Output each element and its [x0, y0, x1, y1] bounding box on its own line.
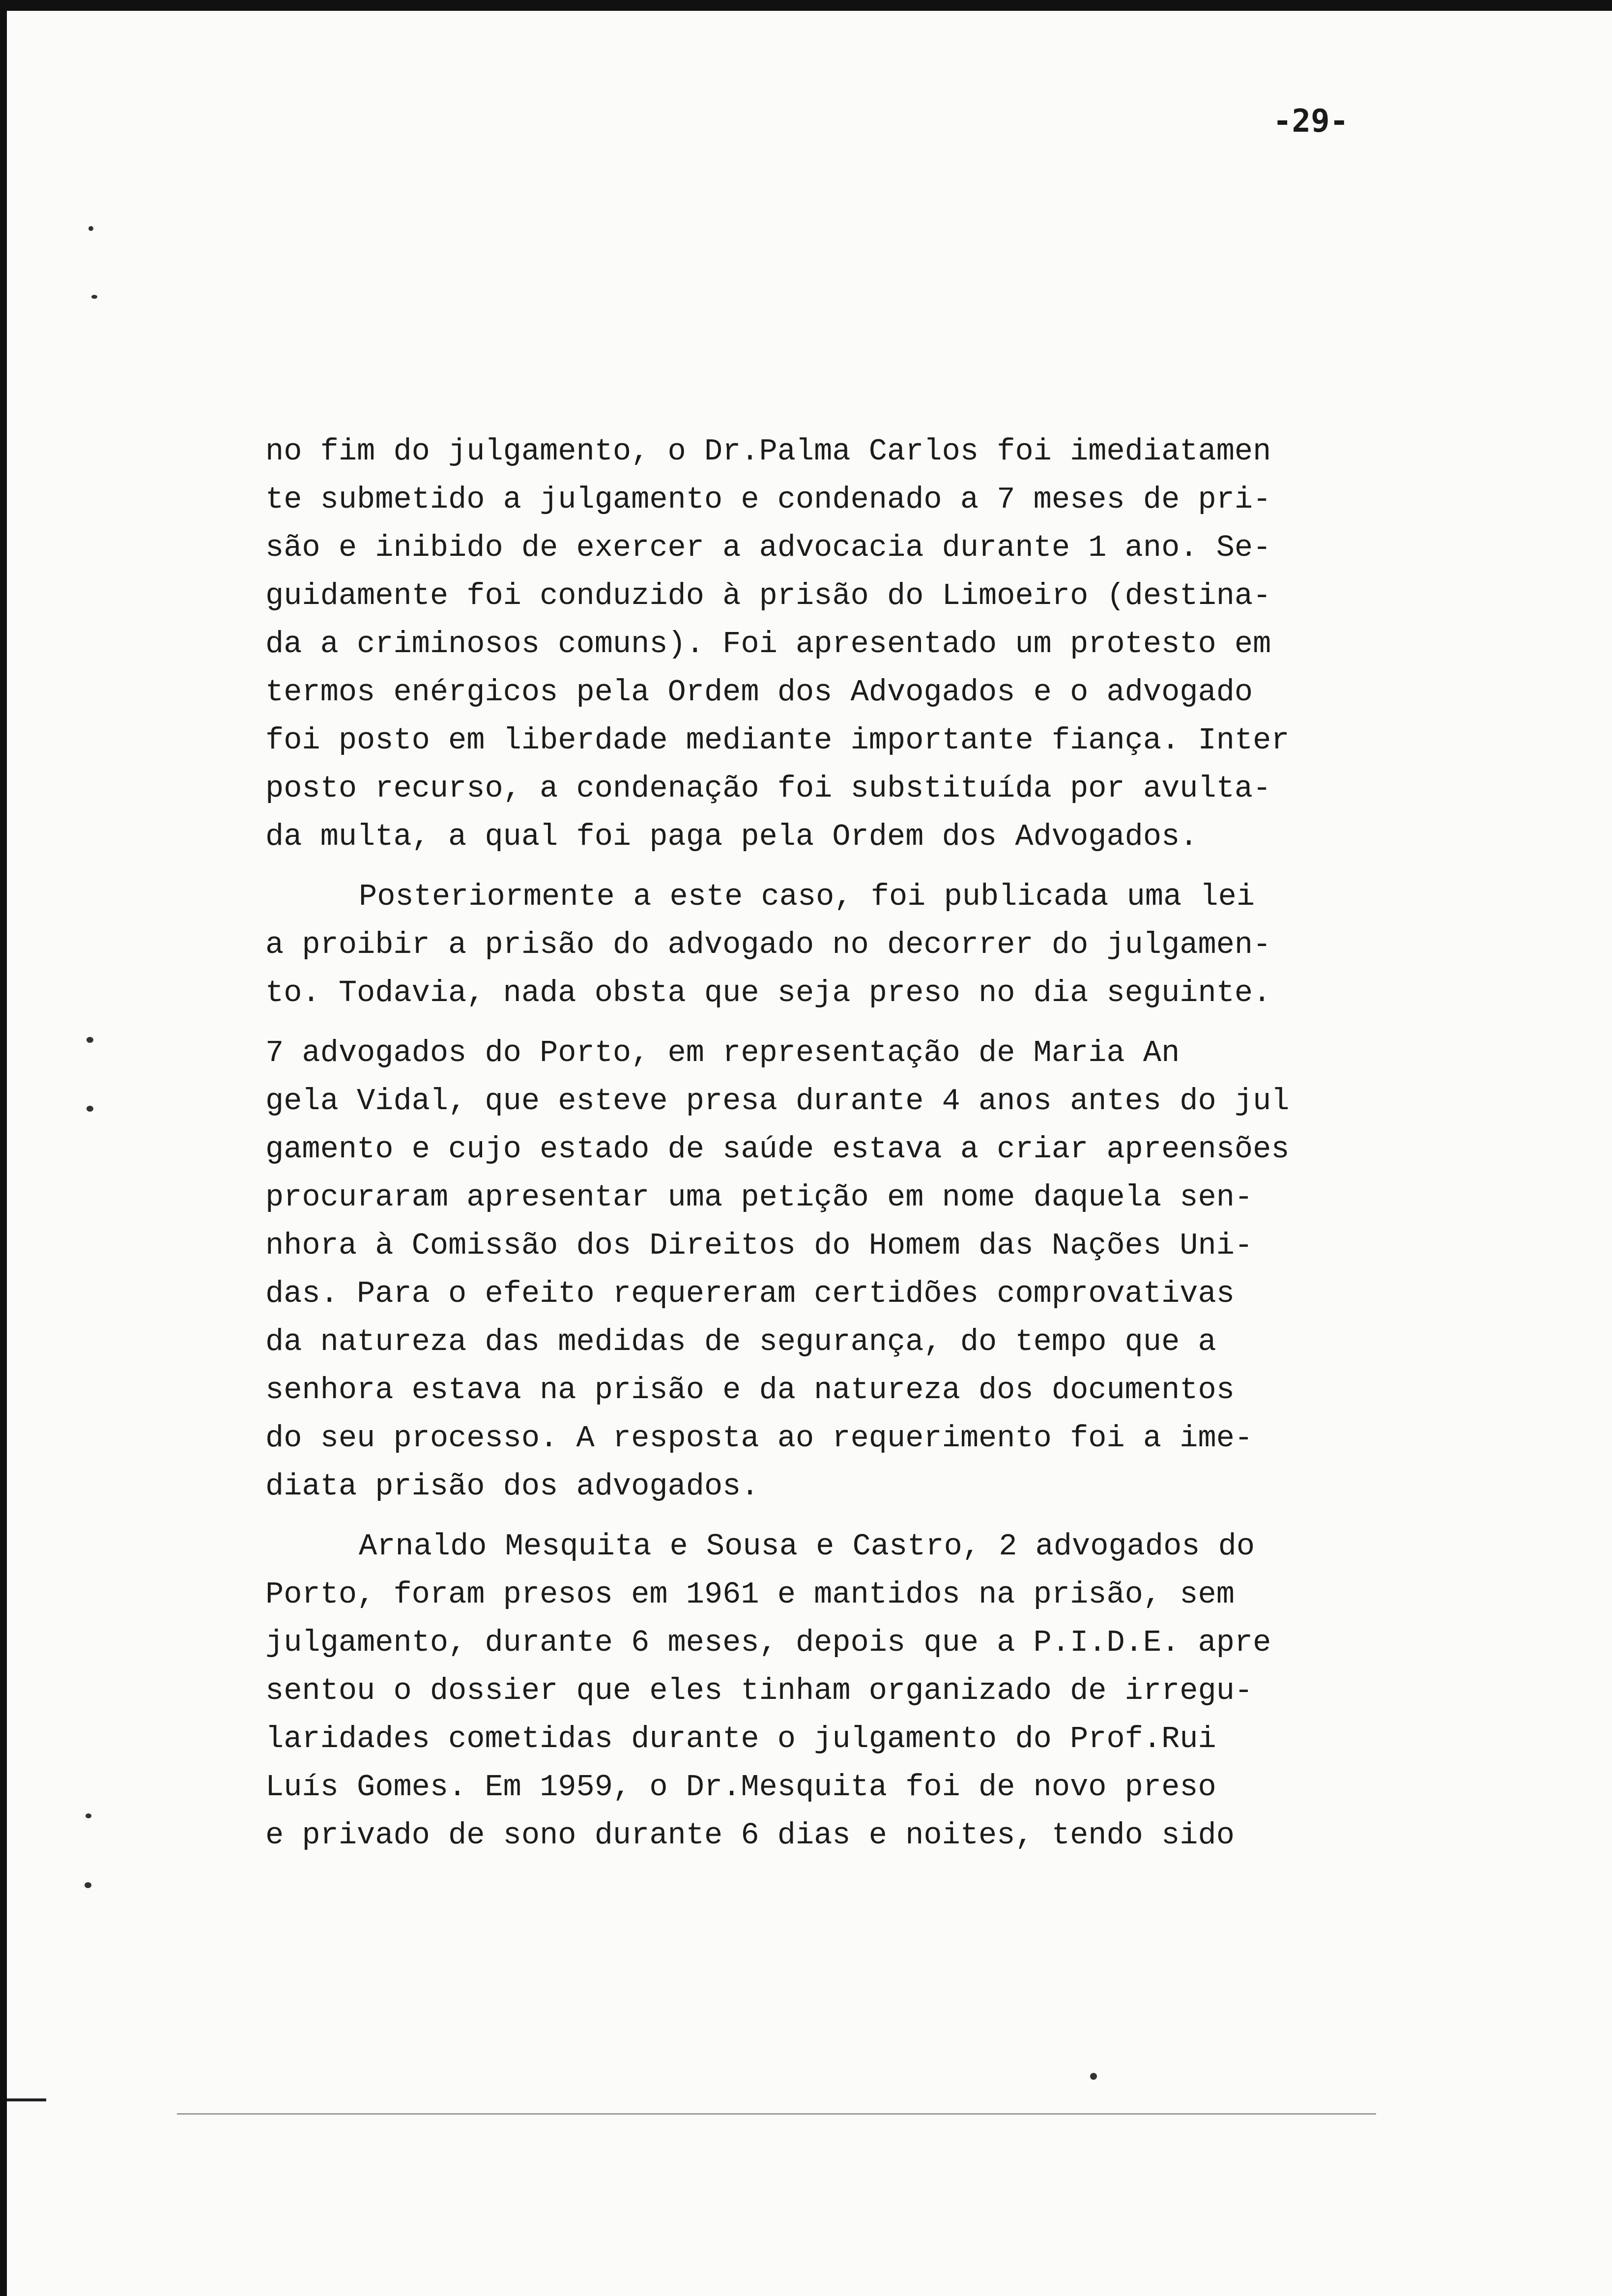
text-line: da multa, a qual foi paga pela Ordem dos Advogados.	[265, 819, 1198, 854]
page-number: -29-	[1273, 103, 1349, 140]
text-line: da a criminosos comuns). Foi apresentado um protesto em	[265, 627, 1271, 661]
scan-speck	[1090, 2073, 1097, 2080]
scan-edge-mark	[7, 2098, 46, 2101]
text-line: julgamento, durante 6 meses, depois que a P.I.D.E. apre	[265, 1625, 1271, 1660]
text-line: 7 advogados do Porto, em representação de Maria An	[265, 1035, 1180, 1070]
scan-speck	[86, 1106, 93, 1112]
text-line: e privado de sono durante 6 dias e noites, tendo sido	[265, 1818, 1235, 1853]
text-line: diata prisão dos advogados.	[265, 1469, 759, 1504]
text-line: gamento e cujo estado de saúde estava a criar apreensões	[265, 1132, 1290, 1167]
text-line: te submetido a julgamento e condenado a 7 meses de pri-	[265, 482, 1271, 517]
scan-speck	[86, 1037, 93, 1043]
text-line: são e inibido de exercer a advocacia durante 1 ano. Se-	[265, 530, 1271, 565]
text-line: termos enérgicos pela Ordem dos Advogados e o advogado	[265, 675, 1253, 710]
footer-rule	[177, 2113, 1376, 2115]
text-line: do seu processo. A resposta ao requerimento foi a ime-	[265, 1421, 1253, 1456]
text-line: a proibir a prisão do advogado no decorrer do julgamen-	[265, 927, 1271, 962]
scan-speck	[88, 226, 93, 231]
scan-speck	[91, 295, 97, 299]
text-line: senhora estava na prisão e da natureza dos documentos	[265, 1373, 1235, 1407]
text-line: foi posto em liberdade mediante importante fiança. Inter	[265, 723, 1290, 758]
scan-border-top	[0, 0, 1612, 11]
text-line: sentou o dossier que eles tinham organizado de irregu-	[265, 1673, 1253, 1708]
text-line: Porto, foram presos em 1961 e mantidos na prisão, sem	[265, 1577, 1235, 1612]
scan-border-left	[0, 0, 7, 2296]
text-line: procuraram apresentar uma petição em nome daquela sen-	[265, 1180, 1253, 1215]
text-line: das. Para o efeito requereram certidões comprovativas	[265, 1276, 1235, 1311]
text-line: posto recurso, a condenação foi substituída por avulta-	[265, 771, 1271, 806]
paragraph-1	[265, 428, 1396, 861]
text-line: no fim do julgamento, o Dr.Palma Carlos foi imediatamen	[265, 434, 1271, 469]
text-line: laridades cometidas durante o julgamento do Prof.Rui	[265, 1722, 1216, 1756]
paragraph-3	[265, 1029, 1396, 1511]
text-line: Arnaldo Mesquita e Sousa e Castro, 2 advogados do	[359, 1529, 1255, 1564]
text-line: nhora à Comissão dos Direitos do Homem das Nações Uni-	[265, 1228, 1253, 1263]
scan-speck	[86, 1813, 91, 1818]
text-line: Luís Gomes. Em 1959, o Dr.Mesquita foi de novo preso	[265, 1770, 1216, 1805]
text-line: to. Todavia, nada obsta que seja preso no dia seguinte.	[265, 976, 1271, 1010]
text-line: gela Vidal, que esteve presa durante 4 anos antes do jul	[265, 1084, 1290, 1119]
scan-speck	[85, 1882, 91, 1888]
text-line: guidamente foi conduzido à prisão do Limoeiro (destina-	[265, 578, 1271, 613]
document-body	[265, 428, 1396, 1871]
text-line: da natureza das medidas de segurança, do tempo que a	[265, 1324, 1216, 1359]
text-line: Posteriormente a este caso, foi publicada uma lei	[359, 879, 1255, 914]
paragraph-4	[265, 1522, 1396, 1860]
paragraph-2	[265, 873, 1396, 1017]
